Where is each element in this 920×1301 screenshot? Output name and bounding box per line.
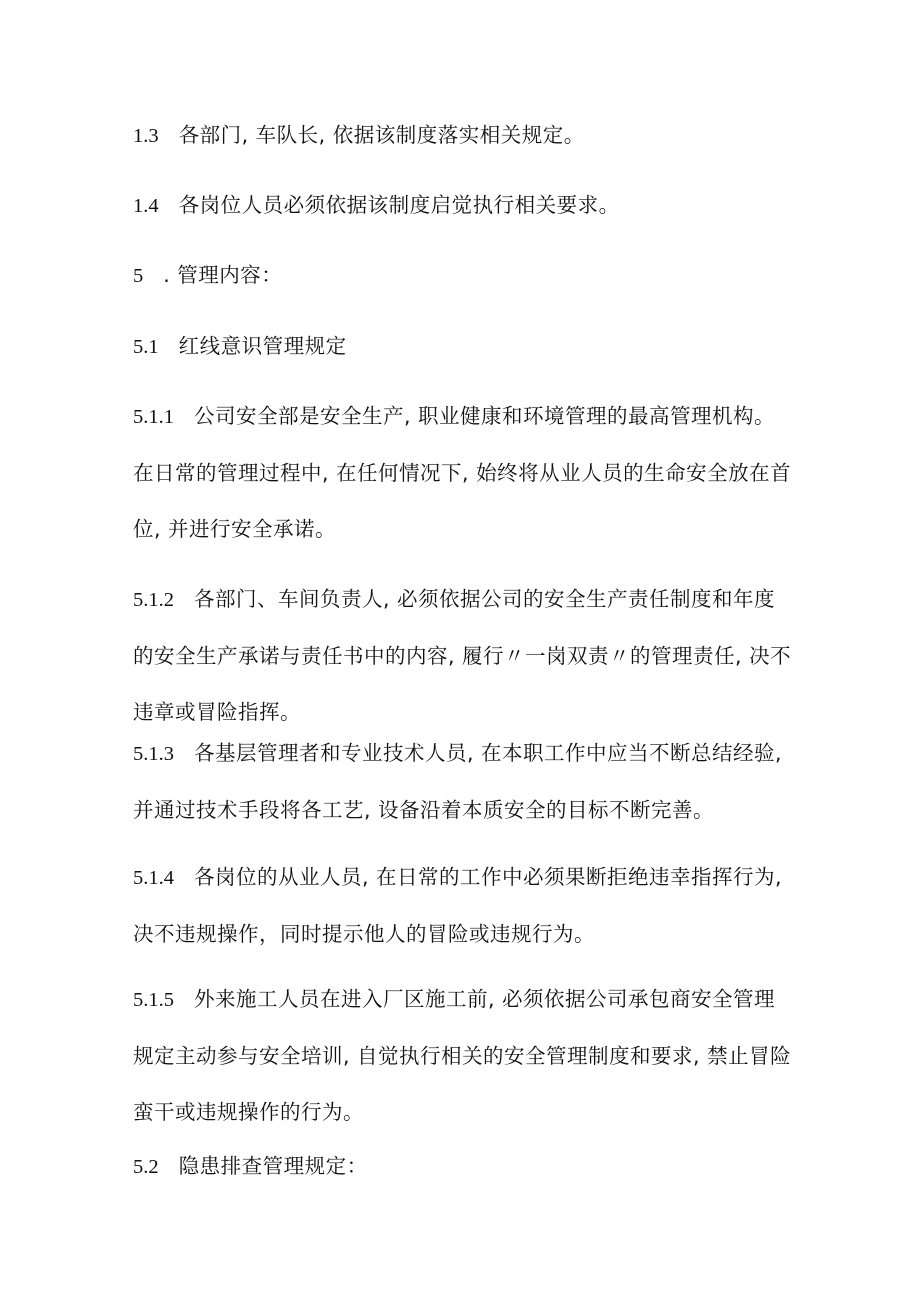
paragraph-5-1-1 [133,388,793,557]
paragraph-5-1 [133,318,793,375]
clause-text: 红线意识管理规定 [178,334,347,358]
clause-number: 5.1 [133,336,159,358]
clause-number: 5 [133,265,144,287]
clause-text: 各岗位的从业人员, 在日常的工作中必须果断拒绝违幸指挥行为, 决不违规操作，同时提示他人的冒险或违规行为。 [133,865,783,946]
clause-text: 各部门, 车队长, 依据该制度落实相关规定。 [178,123,585,147]
clause-text: 各岗位人员必须依据该制度启觉执行相关要求。 [178,193,620,217]
clause-number: 5.1.2 [133,589,174,611]
clause-text: 外来施工人员在进入厂区施工前, 必须依据公司承包商安全管理规定主动参与安全培训, 自觉执行相关的安全管理制度和要求, 禁止冒险蛮干或违规操作的行为。 [133,987,792,1124]
clause-text: 各部门、车间负责人, 必须依据公司的安全生产责任制度和年度的安全生产承诺与责任书中的内容, 履行〃一岗双责〃的管理责任, 决不违章或冒险指挥。 [133,587,792,724]
clause-number: 5.1.5 [133,989,174,1011]
paragraph-5 [133,247,793,304]
clause-number: 1.4 [133,195,159,217]
paragraph-5-1-4 [133,849,793,962]
clause-number: 5.1.1 [133,406,174,428]
clause-number: 5.1.3 [133,743,174,765]
paragraph-5-1-5 [133,971,793,1140]
clause-number: 5.2 [133,1156,159,1178]
clause-text: 公司安全部是安全生产, 职业健康和环境管理的最高管理机构。在日常的管理过程中, 在任何情况下, 始终将从业人员的生命安全放在首位, 并进行安全承诺。 [133,404,792,541]
clause-text: 隐患排查管理规定： [178,1154,368,1178]
clause-number: 1.3 [133,125,159,147]
clause-text: . 管理内容： [163,263,283,287]
paragraph-5-1-2 [133,571,793,740]
clause-text: 各基层管理者和专业技术人员, 在本职工作中应当不断总结经验, 并通过技术手段将各工艺, 设备沿着本质安全的目标不断完善。 [133,741,783,822]
paragraph-1-4 [133,177,793,234]
paragraph-5-2 [133,1138,793,1195]
paragraph-5-1-3 [133,725,793,838]
clause-number: 5.1.4 [133,867,174,889]
paragraph-1-3 [133,107,793,164]
